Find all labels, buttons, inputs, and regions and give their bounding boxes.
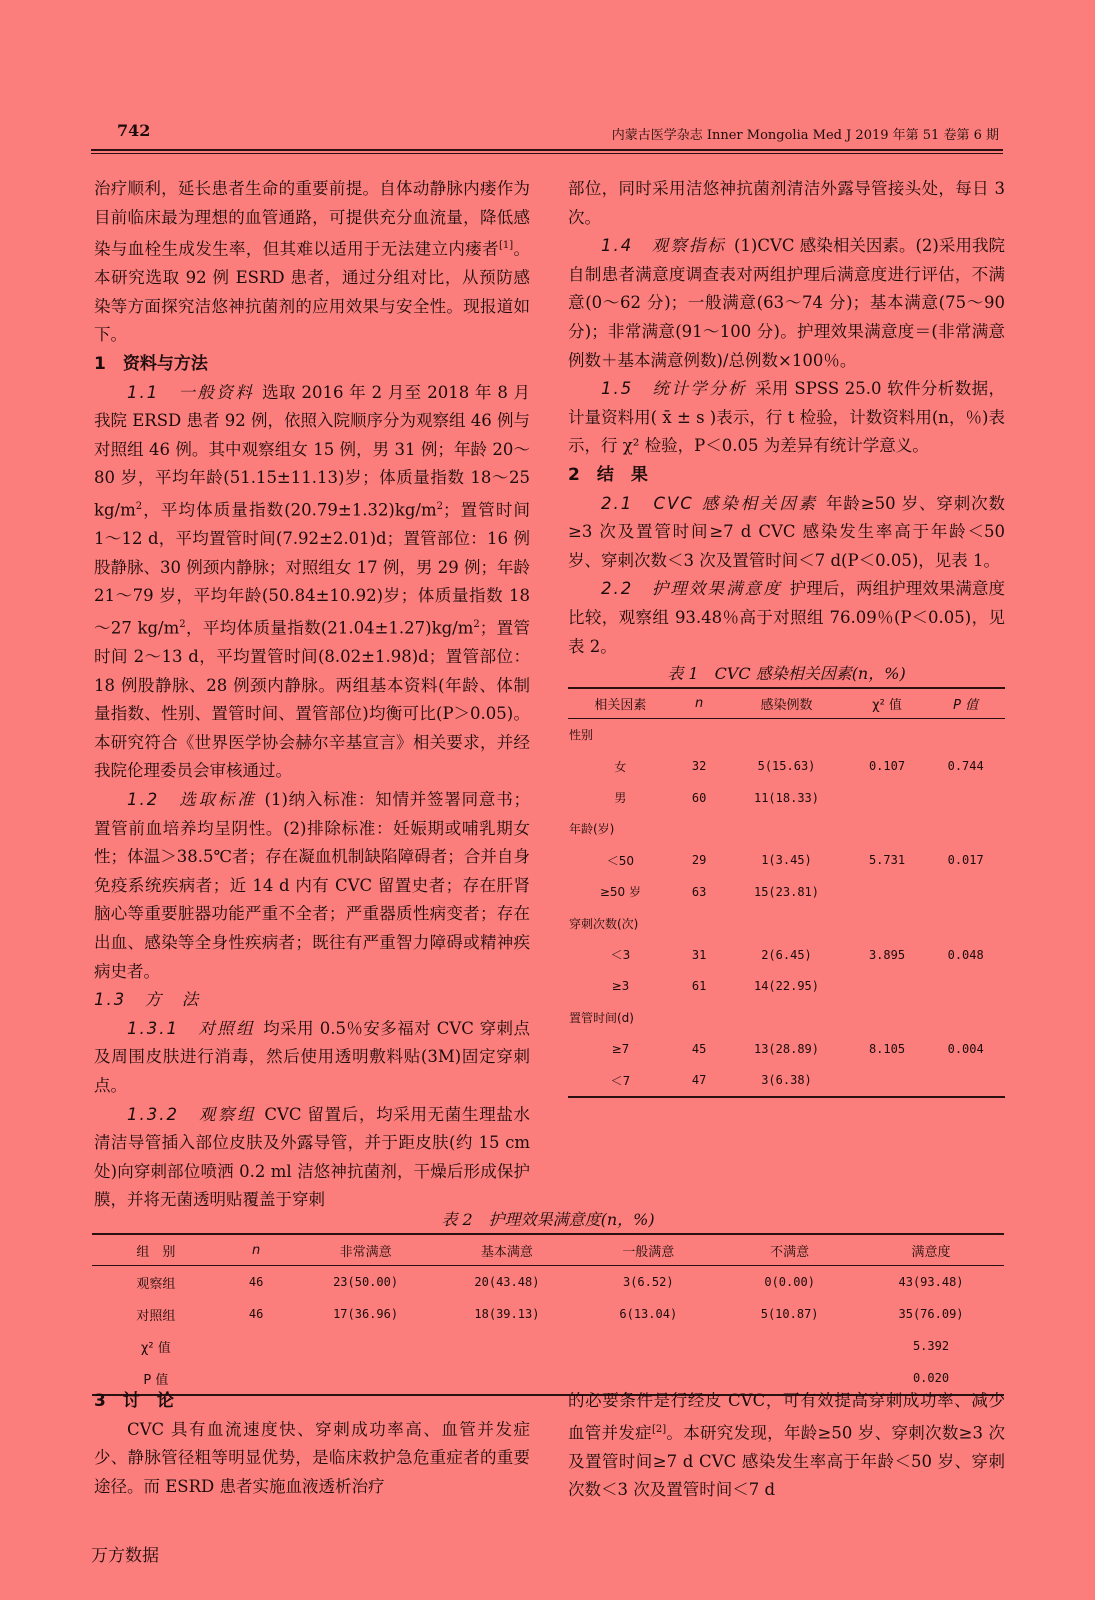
table-cell: 0.107 [868, 759, 906, 774]
table-cell: χ² 值 [140, 1340, 171, 1356]
table-cell: 31 [691, 947, 707, 962]
table-cell [926, 907, 1005, 938]
table-row [92, 1330, 1004, 1362]
paragraph-observation-group: 1.3.2 观察组 CVC 留置后，均采用无菌生理盐水清洁导管插入部位皮肤及外露导管，并于距皮肤(约 15 cm 处)向穿刺部位喷洒 0.2 ml 洁悠神抗菌剂，干燥后形成保护膜，并将无菌透明贴覆盖于穿刺 [94, 1104, 530, 1210]
table-cell: 46 [248, 1307, 264, 1321]
table-cell: 5(15.63) [757, 759, 816, 774]
table-cell [926, 719, 1005, 751]
table-cell [848, 907, 927, 938]
table-cell: 18(39.13) [474, 1307, 540, 1321]
table-cell: 46 [248, 1275, 264, 1289]
table-cell [926, 970, 1005, 1001]
table-cell: 0.017 [947, 853, 984, 868]
table-cell [575, 1330, 721, 1362]
subheading-methods: 1.3 方 法 [94, 990, 201, 1010]
header-rule [91, 153, 1003, 154]
section-heading-methods: 1 资料与方法 [94, 354, 208, 375]
page-number: 742 [117, 121, 151, 140]
table-row [568, 1002, 1005, 1033]
table-cell: ＜7 [568, 1064, 673, 1096]
paragraph-statistics: 1.5 统计学分析 采用 SPSS 25.0 软件分析数据，计量资料用( x̄ ± s )表示，行 t 检验，计数资料用(n，％)表示，行 χ² 检验，P＜0.05 为差异有统计学意义。 [568, 379, 1005, 456]
table-cell: 14(22.95) [753, 978, 819, 993]
table-cell [926, 813, 1005, 844]
table-cell: 17(36.96) [333, 1307, 399, 1321]
table-cell: 20(43.48) [474, 1275, 540, 1289]
table-row [568, 939, 1005, 970]
table-cell: 13(28.89) [753, 1041, 819, 1056]
paragraph-infection-factors: 2.1 CVC 感染相关因素 年龄≥50 岁、穿刺次数≥3 次及置管时间≥7 d CVC 感染发生率高于年龄＜50 岁、穿刺次数＜3 次及置管时间＜7 d(P＜0.05)，见表 1。 [568, 493, 1005, 570]
table-cell: 32 [691, 759, 707, 774]
table-cell: 43(93.48) [898, 1275, 964, 1289]
table-cell [673, 813, 725, 844]
table-cell: 3(6.38) [725, 1064, 847, 1096]
column-header: 一般满意 [575, 1234, 721, 1266]
table-cell [848, 719, 927, 751]
footer-watermark: 万方数据 [91, 1546, 159, 1566]
table-cell: 5(10.87) [760, 1307, 819, 1321]
table-nursing-satisfaction [92, 1233, 1004, 1396]
table-cell: 0.004 [947, 1041, 984, 1056]
table-cell: 35(76.09) [898, 1307, 964, 1321]
table-row [568, 876, 1005, 907]
paragraph-observation-indicators: 1.4 观察指标 (1)CVC 感染相关因素。(2)采用我院自制患者满意度调查表对两组护理后满意度进行评估，不满意(0～62 分)；一般满意(63～74 分)；基本满意(75～90 分)；非常满意(91～100 分)。护理效果满意度＝(非常满意例数＋基本满意例数)/总例数×100％。 [568, 236, 1006, 370]
column-header: 基本满意 [439, 1234, 576, 1266]
discussion-left [94, 1387, 530, 1501]
table-cell: ≥7 [611, 1041, 630, 1056]
column-header: 感染例数 [725, 688, 847, 719]
left-column [94, 175, 530, 1215]
paragraph-satisfaction: 2.2 护理效果满意度 护理后，两组护理效果满意度比较，观察组 93.48％高于对照组 76.09％(P＜0.05)，见表 2。 [568, 579, 1005, 656]
table-cell: 0.020 [858, 1362, 1004, 1395]
table-row [568, 813, 1005, 844]
table-cell [721, 1330, 858, 1362]
table-cell: 男 [614, 791, 627, 806]
table-cell: P 值 [92, 1362, 220, 1395]
table-cell: 5.731 [868, 853, 906, 868]
column-header: 组 别 [92, 1234, 220, 1266]
table-cell [848, 970, 927, 1001]
table-row [568, 845, 1005, 876]
discussion-paragraph-continued: 的必要条件是行经皮 CVC，可有效提高穿刺成功率、减少血管并发症[2]。本研究发现，年龄≥50 岁、穿刺次数≥3 次及置管时间≥7 d CVC 感染发生率高于年龄＜50 岁、穿刺次数＜3 次及置管时间＜7 d [568, 1391, 1006, 1500]
table-cell: 0.048 [947, 947, 984, 962]
table-cell [725, 813, 847, 844]
paragraph-continued: 部位，同时采用洁悠神抗菌剂清洁外露导管接头处，每日 3 次。 [568, 179, 1005, 227]
table-cell: 11(18.33) [753, 790, 819, 805]
table-cell [848, 1002, 927, 1033]
section-heading-results: 2 结 果 [568, 464, 648, 485]
table-cell: ≥50 岁 [599, 885, 641, 900]
table-cell: 45 [691, 1041, 707, 1056]
table-cell: 3(6.52) [622, 1275, 674, 1289]
paragraph-general-data: 1.1 一般资料 选取 2016 年 2 月至 2018 年 8 月我院 ERSD 患者 92 例，依照入院顺序分为观察组 46 例与对照组 46 例。其中观察组女 15 例，男 31 例；年龄 20～80 岁，平均年龄(51.15±11.13)岁；体质量指数 18～25 $kg/m^2$，平均体质量指数$(20.79\pm 1.32)kg/m^2$；置管时间 1～12 d，平均置管时间(7.92±2.01)d；置管部位：16 例股静脉、30 例颈内静脉；对照组女 17 例，男 29 例；年龄 21～79 岁，平均年龄(50.84±10.92)岁；体质量指数 18～27 $kg/m^2$，平均体质量指数$(21.04\pm 1.27)kg/m^2$；置管时间 2～13 d，平均置管时间(8.02±1.98)d；置管部位：18 例股静脉、28 例颈内静脉。两组基本资料(年龄、体制量指数、性别、置管时间、置管部位)均衡可比(P＞0.05)。本研究符合《世界医学协会赫尔辛基宣言》相关要求，并经我院伦理委员会审核通过。 [94, 382, 530, 781]
table-cell: ≥3 [611, 978, 630, 993]
table-row [568, 750, 1005, 781]
table-cell [725, 719, 847, 751]
table-row [568, 719, 1005, 751]
table-cell [673, 719, 725, 751]
table-cell [926, 1064, 1005, 1096]
table-cell: 1(3.45) [761, 853, 812, 868]
table-cell [673, 907, 725, 938]
table-cell: 60 [691, 790, 707, 805]
table-cell: 29 [691, 853, 707, 868]
table-cell: 观察组 [136, 1276, 176, 1292]
table-row [92, 1266, 1004, 1299]
table-cell: 6(13.04) [619, 1307, 678, 1321]
table-cell [926, 1002, 1005, 1033]
paragraph-control-group: 1.3.1 对照组 均采用 0.5％安多福对 CVC 穿刺点及周围皮肤进行消毒，然后使用透明敷料贴(3M)固定穿刺点。 [94, 1018, 530, 1095]
section-heading-discussion: 3 讨 论 [94, 1391, 174, 1411]
table-cell [926, 876, 1005, 907]
table-row [568, 907, 1005, 938]
table-cell: 61 [691, 978, 707, 993]
table-cell: 63 [691, 884, 707, 899]
table-cell: 23(50.00) [333, 1275, 399, 1289]
table-cell: 女 [614, 759, 627, 774]
table2-caption: 表 2 护理效果满意度(n，%) [441, 1210, 655, 1229]
table-cell [848, 782, 927, 813]
table-cell: ＜50 [606, 853, 635, 868]
table-cell: 性别 [569, 728, 594, 743]
table-cell [848, 1064, 927, 1096]
column-header: 满意度 [858, 1234, 1004, 1266]
journal-running-head: 内蒙古医学杂志 Inner Mongolia Med J 2019 年第 51 卷第 6 期 [611, 128, 999, 143]
table-cell: 8.105 [868, 1041, 906, 1056]
paragraph-selection-criteria: 1.2 选取标准 (1)纳入标准：知情并签署同意书；置管前血培养均呈阴性。(2)排除标准：妊娠期或哺乳期女性；体温＞38.5℃者；存在凝血机制缺陷障碍者；合并自身免疫系统疾病者；近 14 d 内有 CVC 留置史者；存在肝肾脑心等重要脏器功能严重不全者；严重器质性病变者；存在出血、感染等全身性疾病者；既往有严重智力障碍或精神疾病史者。 [94, 789, 531, 981]
table-row [568, 782, 1005, 813]
column-header: χ² 值 [848, 688, 927, 719]
table-cell: 47 [673, 1064, 725, 1096]
table-row [568, 1033, 1005, 1064]
discussion-right [568, 1387, 1005, 1505]
table-cell: 3.895 [868, 947, 906, 962]
table-row [92, 1298, 1004, 1330]
table-cell [673, 1002, 725, 1033]
table-cell [439, 1330, 576, 1362]
table1-caption: 表 1 CVC 感染相关因素(n，%) [667, 664, 906, 684]
table-cell [220, 1330, 293, 1362]
table-cell: 置管时间(d) [569, 1010, 634, 1025]
table-cell: 5.392 [912, 1339, 950, 1353]
column-header: P 值 [926, 688, 1005, 719]
table-cell: ＜3 [610, 948, 631, 963]
column-header: n [673, 688, 725, 719]
table-cell [926, 782, 1005, 813]
table-cell [293, 1330, 439, 1362]
column-header: 不满意 [721, 1234, 858, 1266]
table-cell: 年龄(岁) [569, 822, 615, 837]
table-cell: 15(23.81) [753, 884, 819, 899]
header-rule [91, 149, 1003, 151]
column-header: n [220, 1234, 293, 1266]
table-cell: 对照组 [136, 1308, 176, 1324]
table-row [568, 970, 1005, 1001]
table-cell: 0(0.00) [764, 1275, 815, 1289]
intro-paragraph: 治疗顺利，延长患者生命的重要前提。自体动静脉内瘘作为目前临床最为理想的血管通路，可提供充分血流量，降低感染与血栓生成发生率，但其难以适用于无法建立内瘘者[1]。本研究选取 92 例 ESRD 患者，通过分组对比，从预防感染等方面探究洁悠神抗菌剂的应用效果与安全性。现报道如下。 [94, 179, 531, 345]
table-cell [725, 907, 847, 938]
table-cell: 穿刺次数(次) [569, 916, 639, 931]
discussion-paragraph: CVC 具有血流速度快、穿刺成功率高、血管并发症少、静脉管径粗等明显优势，是临床救护急危重症者的重要途径。而 ESRD 患者实施血液透析治疗 [94, 1419, 530, 1496]
table-row [568, 1064, 1005, 1096]
table-cell: 2(6.45) [761, 947, 812, 962]
column-header: 非常满意 [293, 1234, 439, 1266]
table2-container [92, 1207, 1004, 1396]
column-header: 相关因素 [568, 688, 673, 719]
right-column [568, 175, 1005, 1098]
table-infection-factors [568, 687, 1005, 1098]
table-cell: 0.744 [947, 759, 984, 774]
table-cell [848, 813, 927, 844]
table-cell [848, 876, 927, 907]
table-cell [725, 1002, 847, 1033]
